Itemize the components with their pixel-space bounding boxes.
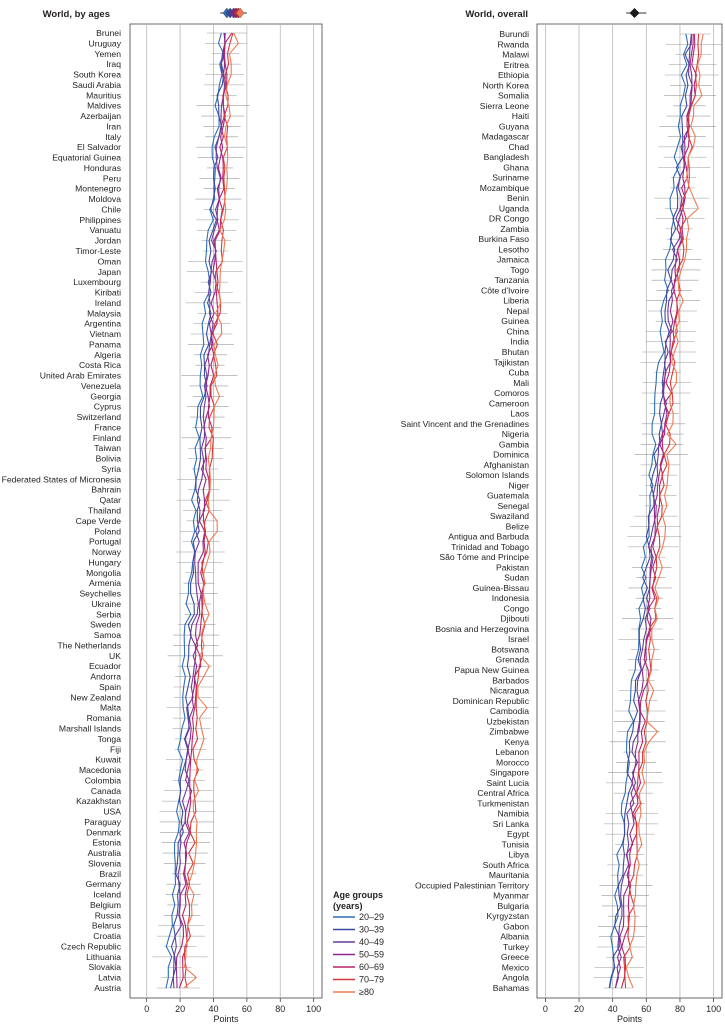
country-label: Eritrea	[503, 59, 529, 70]
country-label: Belarus	[91, 920, 121, 931]
country-label: Malaysia	[87, 308, 121, 319]
x-tick-label: 60	[241, 1004, 252, 1014]
country-label: Somalia	[497, 90, 529, 101]
country-label: Ecuador	[88, 661, 121, 672]
country-label: Cambodia	[489, 706, 529, 717]
legend-title: (years)	[333, 901, 363, 911]
country-label: South Korea	[73, 69, 121, 80]
country-label: Slovenia	[88, 858, 121, 869]
country-label: Namibia	[497, 808, 529, 819]
country-label: Italy	[105, 131, 121, 142]
country-label: Austria	[94, 983, 121, 993]
legend-label: 30–39	[359, 924, 385, 935]
country-label: Kenya	[504, 736, 529, 747]
country-label: Chile	[101, 204, 121, 215]
country-label: Turkmenistan	[477, 798, 529, 809]
country-label: Turkey	[503, 941, 529, 952]
country-label: Sri Lanka	[492, 818, 529, 829]
country-label: Occupied Palestinian Territory	[414, 880, 529, 891]
country-label: Dominica	[493, 449, 529, 460]
world-marker	[630, 8, 640, 18]
legend-label: 70–79	[359, 974, 385, 985]
country-label: France	[94, 422, 121, 433]
country-label: Estonia	[92, 837, 121, 848]
country-label: Marshall Islands	[58, 723, 121, 734]
country-label: Haiti	[511, 111, 529, 122]
country-label: Timor-Leste	[75, 245, 121, 256]
country-label: Israel	[507, 634, 529, 645]
country-label: Lesotho	[498, 244, 529, 255]
country-label: Libya	[508, 849, 529, 860]
x-tick-label: 100	[706, 1004, 722, 1014]
country-label: Portugal	[88, 536, 121, 547]
country-label: Mexico	[501, 962, 529, 973]
country-label: Tanzania	[494, 275, 529, 286]
country-label: Angola	[502, 972, 529, 983]
country-label: Hungary	[88, 557, 121, 568]
country-label: DR Congo	[488, 213, 529, 224]
country-label: United Arab Emirates	[39, 370, 121, 381]
country-label: Seychelles	[79, 588, 121, 599]
country-label: Burundi	[499, 29, 529, 39]
country-label: Papua New Guinea	[454, 665, 529, 675]
country-label: Saint Vincent and the Grenadines	[400, 418, 529, 429]
country-label: Chad	[508, 141, 529, 152]
country-label: Finland	[92, 432, 121, 443]
country-label: Kiribati	[94, 287, 121, 298]
x-tick-label: 80	[275, 1004, 286, 1014]
country-label: Serbia	[96, 609, 121, 620]
country-label: UK	[109, 650, 121, 661]
x-axis-label: Points	[616, 1014, 643, 1024]
legend-label: ≥80	[359, 987, 374, 997]
country-label: Jamaica	[497, 254, 529, 265]
country-label: Saudi Arabia	[72, 79, 121, 90]
country-label: USA	[103, 806, 121, 817]
country-label: Sierra Leone	[479, 100, 529, 111]
country-label: Philippines	[79, 214, 121, 225]
country-label: Colombia	[84, 775, 121, 786]
country-label: Fiji	[110, 744, 121, 755]
country-label: Denmark	[86, 827, 121, 838]
country-label: Djibouti	[500, 613, 529, 624]
country-label: Laos	[510, 408, 529, 419]
x-tick-label: 20	[574, 1004, 585, 1014]
country-label: Qatar	[99, 495, 121, 506]
country-label: Iceland	[93, 889, 121, 900]
legend-label: 60–69	[359, 962, 385, 972]
country-label: Nicaragua	[489, 685, 529, 696]
country-label: Czech Republic	[60, 941, 121, 952]
country-label: Singapore	[489, 767, 529, 778]
legend-label: 40–49	[359, 937, 385, 947]
country-label: Andorra	[90, 671, 121, 682]
country-label: Trinidad and Tobago	[451, 541, 529, 552]
country-label: China	[506, 326, 529, 337]
country-label: Syria	[101, 463, 121, 474]
country-label: Sudan	[504, 572, 529, 583]
country-label: Saint Lucia	[486, 777, 529, 788]
country-label: Antigua and Barbuda	[448, 531, 529, 542]
country-label: Poland	[94, 526, 121, 537]
country-label: Myanmar	[493, 890, 529, 901]
x-tick-label: 20	[175, 1004, 186, 1014]
country-label: Bangladesh	[483, 152, 529, 163]
country-label: Mongolia	[86, 567, 121, 578]
country-label: Guatemala	[486, 490, 529, 501]
country-label: Azerbaijan	[80, 111, 121, 122]
country-label: Greece	[500, 952, 529, 963]
plot-frame	[537, 24, 722, 998]
country-label: Mali	[513, 377, 529, 388]
country-label: Zimbabwe	[489, 726, 529, 737]
panel-world-overall	[401, 8, 723, 1024]
country-label: Pakistan	[496, 562, 529, 573]
country-label: Vanuatu	[89, 225, 121, 236]
country-label: Cape Verde	[75, 515, 121, 526]
country-label: Montenegro	[75, 183, 121, 194]
country-label: Armenia	[89, 578, 121, 589]
country-label: Algeria	[94, 349, 121, 360]
x-tick-label: 100	[306, 1004, 322, 1014]
country-label: Morocco	[496, 757, 529, 768]
country-label: Japan	[97, 266, 121, 277]
country-label: Liberia	[503, 295, 529, 306]
country-label: Lithuania	[86, 951, 121, 962]
country-label: Cameroon	[488, 398, 529, 409]
country-label: Costa Rica	[78, 360, 121, 371]
country-label: Bulgaria	[497, 900, 529, 911]
country-label: Gabon	[503, 921, 529, 932]
country-label: Kyrgyzstan	[486, 911, 529, 922]
country-label: Ghana	[503, 162, 529, 173]
country-label: Guyana	[498, 121, 529, 132]
country-label: Congo	[503, 603, 529, 614]
country-label: Luxembourg	[73, 277, 121, 288]
country-label: Dominican Republic	[452, 695, 529, 706]
country-label: Tajikistan	[493, 357, 529, 368]
country-label: Indonesia	[491, 593, 529, 604]
country-label: Uzbekistan	[486, 716, 529, 727]
country-label: South Africa	[482, 859, 529, 870]
country-label: Afghanistan	[483, 459, 529, 470]
legend-label: 50–59	[359, 949, 385, 960]
country-label: Bolivia	[95, 453, 121, 464]
country-label: Comoros	[494, 388, 529, 399]
country-label: Bosnia and Herzegovina	[435, 623, 529, 634]
country-label: Belize	[505, 521, 529, 532]
country-label: Madagascar	[481, 131, 529, 142]
plot-frame	[130, 24, 322, 998]
series-line-3	[615, 34, 693, 988]
country-label: Uganda	[498, 203, 529, 214]
country-label: New Zealand	[70, 692, 121, 703]
country-label: Jordan	[94, 235, 121, 246]
country-label: Rwanda	[497, 39, 529, 50]
country-label: Yemen	[94, 48, 121, 59]
country-label: Bhutan	[501, 347, 529, 357]
country-label: Botswana	[491, 644, 529, 655]
country-label: Honduras	[83, 162, 121, 173]
country-label: Croatia	[93, 931, 121, 942]
country-label: Tonga	[97, 733, 121, 744]
country-label: Cuba	[508, 367, 529, 378]
series-line-0	[609, 34, 688, 988]
country-label: Argentina	[84, 318, 121, 329]
country-label: Switzerland	[76, 412, 121, 423]
country-label: Benin	[507, 193, 529, 204]
country-label: Sweden	[89, 619, 121, 630]
country-label: Central Africa	[477, 788, 529, 799]
country-label: Mozambique	[479, 182, 529, 193]
country-label: Bahrain	[91, 484, 121, 495]
country-label: Germany	[85, 879, 121, 890]
country-label: Latvia	[98, 972, 121, 983]
country-label: Nepal	[506, 305, 529, 316]
country-label: Cyprus	[93, 401, 121, 412]
country-label: Equatorial Guinea	[52, 152, 121, 163]
country-label: El Salvador	[77, 142, 121, 153]
country-label: São Tóme and Principe	[439, 552, 529, 563]
country-label: Federated States of Micronesia	[1, 474, 121, 485]
country-label: Ethiopia	[497, 70, 529, 81]
country-label: Paraguay	[84, 816, 121, 827]
country-label: Panama	[88, 339, 121, 350]
panel-world-by-ages	[2, 8, 322, 1024]
country-label: Canada	[90, 785, 121, 796]
country-label: Norway	[91, 547, 121, 558]
country-label: Macedonia	[78, 765, 121, 776]
country-label: Swaziland	[489, 511, 529, 522]
country-label: Suriname	[492, 172, 529, 183]
country-label: Belgium	[89, 899, 121, 910]
country-label: Thailand	[88, 505, 121, 516]
country-label: Bahamas	[492, 983, 529, 993]
country-label: Togo	[510, 264, 529, 275]
x-tick-label: 0	[542, 1004, 548, 1014]
country-label: Vietnam	[89, 329, 121, 340]
x-axis-label: Points	[213, 1014, 239, 1024]
country-label: Egypt	[507, 829, 529, 840]
country-label: Tunisia	[501, 839, 529, 850]
country-label: Lebanon	[495, 747, 529, 758]
x-tick-label: 60	[641, 1004, 652, 1014]
country-label: Burkina Faso	[478, 234, 529, 245]
x-tick-label: 80	[674, 1004, 685, 1014]
panel-title: World, by ages	[42, 9, 110, 20]
x-tick-label: 0	[144, 1004, 150, 1014]
country-label: North Korea	[482, 80, 529, 91]
panel-title: World, overall	[465, 9, 528, 20]
country-label: Malta	[99, 702, 121, 713]
country-label: Kuwait	[95, 754, 121, 765]
country-label: Venezuela	[80, 380, 121, 391]
country-label: Maldives	[87, 100, 121, 111]
country-label: Uruguay	[88, 38, 121, 49]
country-label: Côte d'Ivoire	[481, 285, 529, 296]
country-label: Taiwan	[94, 443, 121, 454]
country-label: Malawi	[502, 49, 529, 60]
country-label: Niger	[508, 480, 529, 491]
country-label: Solomon Islands	[465, 470, 529, 481]
country-label: Iran	[106, 121, 121, 132]
country-label: Albania	[500, 931, 529, 942]
country-label: Samoa	[93, 630, 121, 641]
country-label: Georgia	[90, 391, 121, 402]
country-label: Oman	[97, 256, 121, 267]
country-label: Romania	[86, 713, 121, 724]
x-tick-label: 40	[607, 1004, 618, 1014]
country-label: Guinea-Bissau	[472, 582, 529, 593]
country-label: Nigeria	[501, 429, 529, 440]
country-label: India	[510, 336, 529, 347]
legend-label: 20–29	[359, 912, 385, 922]
country-label: Mauritania	[488, 870, 529, 881]
series-line-6	[626, 34, 703, 988]
country-label: Gambia	[498, 439, 529, 450]
legend-title: Age groups	[333, 890, 384, 900]
country-label: Slovakia	[88, 962, 121, 973]
country-label: Australia	[87, 848, 121, 859]
country-label: Peru	[102, 173, 121, 184]
country-label: Mauritius	[86, 90, 121, 101]
country-label: Russia	[94, 910, 121, 921]
x-tick-label: 40	[208, 1004, 219, 1014]
country-label: Zambia	[500, 223, 529, 234]
country-label: Brunei	[96, 28, 121, 38]
country-label: Grenada	[495, 654, 529, 665]
country-label: Iraq	[106, 59, 121, 70]
country-label: Barbados	[492, 675, 529, 686]
country-label: Spain	[99, 681, 121, 692]
age-legend	[333, 890, 384, 997]
country-label: Senegal	[497, 500, 529, 511]
country-label: Brazil	[99, 868, 121, 879]
country-label: Ukraine	[91, 598, 121, 609]
country-label: Kazakhstan	[76, 796, 121, 807]
country-label: The Netherlands	[57, 640, 121, 651]
country-label: Guinea	[501, 316, 529, 327]
country-label: Ireland	[94, 297, 121, 308]
country-label: Moldova	[88, 194, 121, 205]
